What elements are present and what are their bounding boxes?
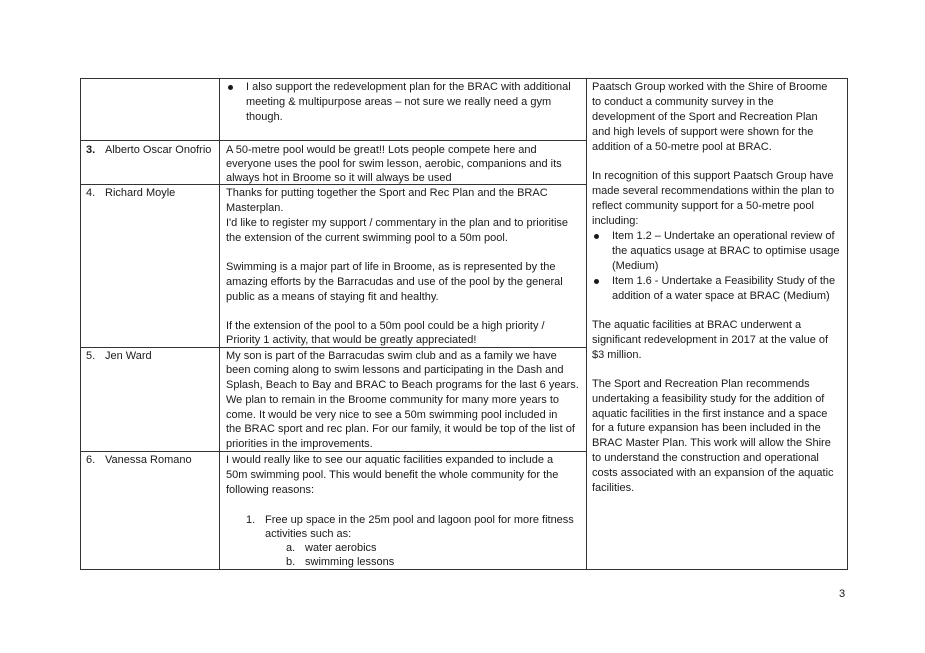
row6-number: 6. bbox=[86, 454, 96, 466]
row4-response-line2: Masterplan. bbox=[226, 202, 284, 214]
row3-response-line1: A 50-metre pool would be great!! Lots people compete here and bbox=[226, 144, 537, 156]
comment-p4-line3: aquatic facilities in the first instance and a space bbox=[592, 408, 828, 420]
comment-p2-line4: including: bbox=[592, 215, 639, 227]
row6-list-line1: Free up space in the 25m pool and lagoon pool for more fitness bbox=[265, 514, 574, 526]
comment-p1-line3: development of the Sport and Recreation Plan bbox=[592, 111, 818, 123]
row4-response-line9: Priority 1 activity, that would be greatly appreciated! bbox=[226, 334, 477, 346]
comment-p4-line2: undertaking a feasibility study for the addition of bbox=[592, 393, 825, 405]
row4-response-line4: the extension of the current swimming pool to a 50m pool. bbox=[226, 232, 508, 244]
row6-list-number: 1. bbox=[246, 514, 256, 526]
row5-response-line1: My son is part of the Barracudas swim club and as a family we have bbox=[226, 350, 557, 362]
comment-p4-line8: facilities. bbox=[592, 482, 635, 494]
row6-sub-a: water aerobics bbox=[305, 542, 377, 554]
comment-p4-line5: BRAC Master Plan. This work will allow the Shire bbox=[592, 437, 831, 449]
comment-item1-line3: (Medium) bbox=[612, 260, 659, 272]
row4-response-line3: I'd like to register my support / commentary in the plan and to prioritise bbox=[226, 217, 569, 229]
row4-response-line6: amazing efforts by the Barracudas and use of the pool by the general bbox=[226, 276, 563, 288]
row4-name: Richard Moyle bbox=[105, 187, 176, 199]
comment-p2-line1: In recognition of this support Paatsch Group have bbox=[592, 170, 834, 182]
comment-p3-line3: $3 million. bbox=[592, 349, 642, 361]
row3-number: 3. bbox=[86, 144, 96, 156]
row5-name: Jen Ward bbox=[105, 350, 152, 362]
comment-p1-line4: and high levels of support were shown for the bbox=[592, 126, 814, 138]
bullet-marker bbox=[228, 85, 233, 90]
row4-response-line7: public as a means of staying fit and healthy. bbox=[226, 291, 439, 303]
row4-response-line5: Swimming is a major part of life in Broome, as is represented by the bbox=[226, 261, 556, 273]
row0-response-line1: I also support the redevelopment plan for the BRAC with additional bbox=[246, 81, 571, 93]
comment-p1-line2: to conduct a community survey in the bbox=[592, 96, 774, 108]
row4-response-line1: Thanks for putting together the Sport and Rec Plan and the BRAC bbox=[226, 187, 548, 199]
comment-p2-line3: reflect community support for a 50-metre pool bbox=[592, 200, 814, 212]
row6-response-line3: following reasons: bbox=[226, 484, 315, 496]
row4-number: 4. bbox=[86, 187, 96, 199]
comment-p2-line2: made several recommendations within the plan to bbox=[592, 185, 835, 197]
row5-response-line7: priorities in the improvements. bbox=[226, 438, 373, 450]
comment-p3-line1: The aquatic facilities at BRAC underwent a bbox=[592, 319, 802, 331]
row5-response-line5: come. It would be very nice to see a 50m swimming pool included in bbox=[226, 409, 558, 421]
bullet-marker bbox=[594, 279, 599, 284]
column-divider-comment bbox=[586, 78, 587, 570]
row6-sub-b: swimming lessons bbox=[305, 556, 395, 568]
comment-p4-line1: The Sport and Recreation Plan recommends bbox=[592, 378, 810, 390]
comment-p4-line7: costs associated with an expansion of the aquatic bbox=[592, 467, 834, 479]
comment-p4-line6: to understand the construction and operational bbox=[592, 452, 819, 464]
row6-response-line2: 50m swimming pool. This would benefit the whole community for the bbox=[226, 469, 559, 481]
comment-p1-line1: Paatsch Group worked with the Shire of Broome bbox=[592, 81, 828, 93]
comment-p3-line2: significant redevelopment in 2017 at the value of bbox=[592, 334, 829, 346]
row6-list-line2: activities such as: bbox=[265, 528, 352, 540]
row4-response-line8: If the extension of the pool to a 50m pool could be a high priority / bbox=[226, 320, 545, 332]
row0-response-line3: though. bbox=[246, 111, 283, 123]
row6-sub-a-marker: a. bbox=[286, 542, 296, 554]
row6-name: Vanessa Romano bbox=[105, 454, 192, 466]
comment-item1-line1: Item 1.2 – Undertake an operational review of bbox=[612, 230, 835, 242]
row5-response-line4: We plan to remain in the Broome community for many more years to bbox=[226, 394, 559, 406]
page-number: 3 bbox=[839, 588, 846, 600]
comment-item2-line2: addition of a water space at BRAC (Medium) bbox=[612, 290, 830, 302]
comment-item2-line1: Item 1.6 - Undertake a Feasibility Study of the bbox=[612, 275, 836, 287]
row0-response-line2: meeting & multipurpose areas – not sure we really need a gym bbox=[246, 96, 552, 108]
bullet-marker bbox=[594, 234, 599, 239]
comment-p1-line5: addition of a 50-metre pool at BRAC. bbox=[592, 141, 772, 153]
row5-response-line6: the BRAC sport and rec plan. For our family, it would be top of the list of bbox=[226, 423, 575, 435]
row5-number: 5. bbox=[86, 350, 96, 362]
row6-response-line1: I would really like to see our aquatic facilities expanded to include a bbox=[226, 454, 554, 466]
column-divider-name bbox=[219, 78, 220, 570]
comment-p4-line4: for a future expansion has been included in the bbox=[592, 422, 821, 434]
row6-sub-b-marker: b. bbox=[286, 556, 296, 568]
row3-name: Alberto Oscar Onofrio bbox=[105, 144, 212, 156]
row5-response-line3: Splash, Beach to Bay and BRAC to Beach programs for the last 6 years. bbox=[226, 379, 579, 391]
row3-response-line2: everyone uses the pool for swim lesson, aerobic, companions and its bbox=[226, 158, 562, 170]
row5-response-line2: been coming along to swim lessons and participating in the Dash and bbox=[226, 364, 564, 376]
comment-item1-line2: the aquatics usage at BRAC to optimise usage bbox=[612, 245, 840, 257]
row3-response-line3: always hot in Broome so it will always be used bbox=[226, 172, 452, 184]
row-divider-3 bbox=[80, 140, 587, 141]
